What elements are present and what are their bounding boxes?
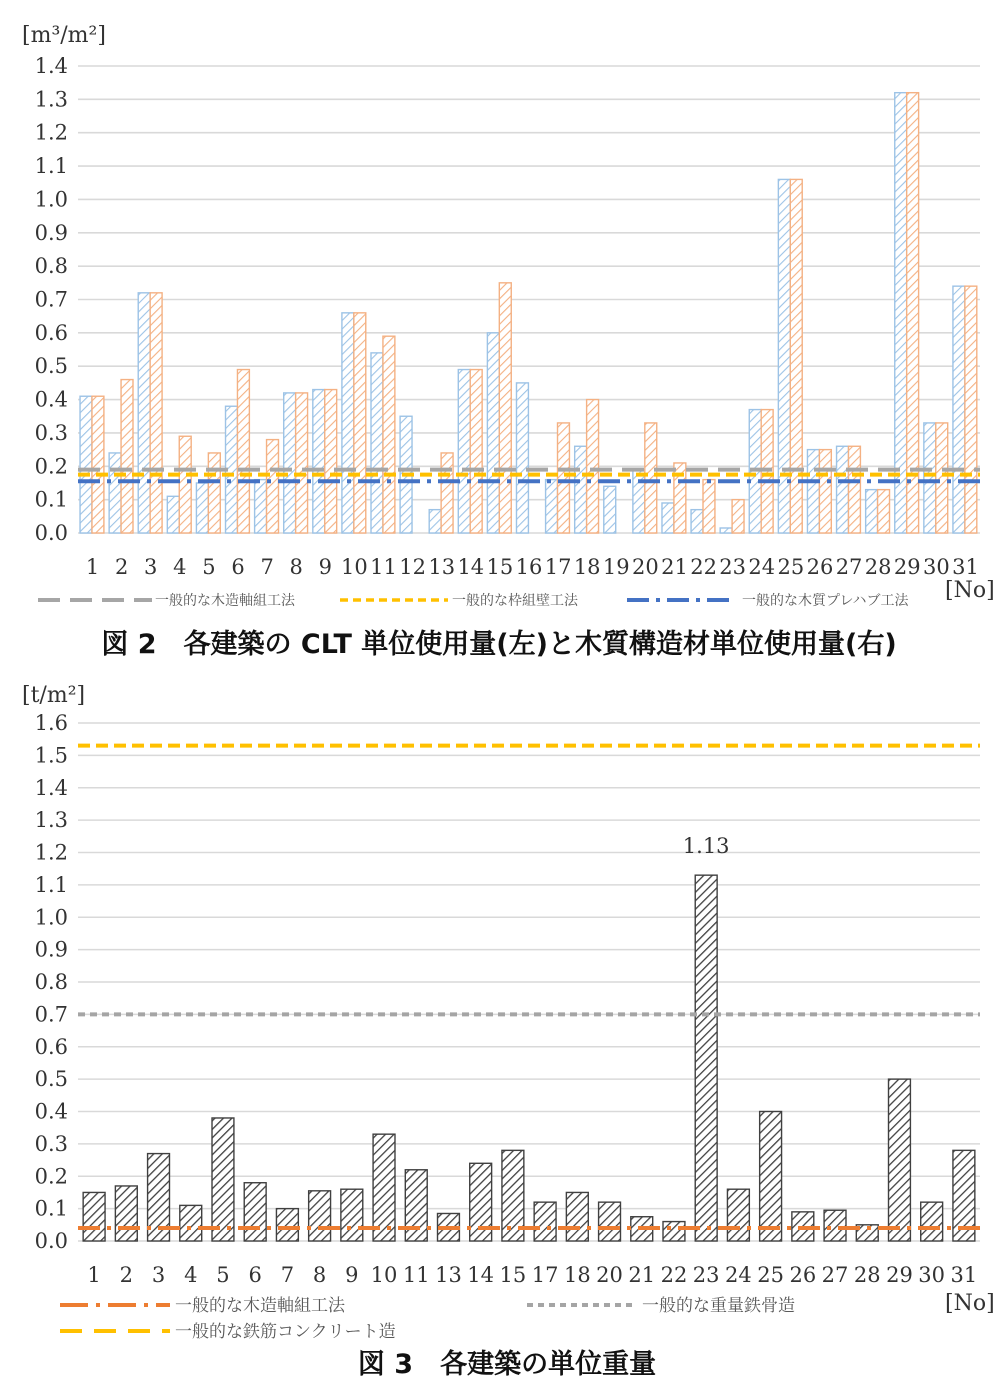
bar-10-s2	[354, 313, 366, 533]
x-tick-label: 15	[499, 1263, 527, 1287]
bar-28-s2	[878, 490, 890, 533]
bar-20-s2	[645, 423, 657, 533]
x-tick-label: 15	[486, 555, 514, 579]
y-tick-label: 1.0	[34, 905, 68, 930]
x-tick-label: 22	[690, 555, 717, 579]
y-tick-label: 1.4	[34, 54, 68, 78]
x-tick-label: 10	[341, 555, 368, 579]
chart1-ylabel: [m³/m²]	[22, 23, 106, 48]
y-tick-label: 0.2	[34, 1164, 68, 1189]
y-tick-label: 1.3	[34, 808, 68, 833]
bar-15-s1	[487, 333, 499, 533]
bar-24	[727, 1189, 749, 1241]
x-tick-label: 31	[952, 555, 979, 579]
x-tick-label: 11	[402, 1263, 430, 1287]
x-tick-label: 3	[151, 1263, 166, 1287]
legend1-label-wood-frame: 一般的な木造軸組工法	[155, 593, 295, 609]
bar-9-s1	[313, 390, 325, 533]
bar-28-s1	[866, 490, 878, 533]
x-tick-label: 13	[428, 555, 456, 579]
bar-7-s2	[267, 440, 279, 533]
bar-8-s1	[284, 393, 296, 533]
chart1-bars	[80, 93, 977, 533]
y-tick-label: 0.0	[34, 521, 68, 545]
bar-26-s2	[819, 450, 831, 533]
legend2-label-rc: 一般的な鉄筋コンクリート造	[175, 1322, 396, 1342]
bar-18-s1	[575, 446, 587, 533]
y-tick-label: 0.9	[34, 937, 68, 962]
bar-7	[276, 1209, 298, 1241]
legend2-label-wood-frame: 一般的な木造軸組工法	[175, 1296, 345, 1316]
x-tick-label: 4	[173, 555, 187, 579]
bar-23	[695, 875, 717, 1241]
bar-10	[373, 1134, 395, 1241]
bar-30-s2	[936, 423, 948, 533]
bar-13-s1	[429, 510, 441, 533]
bar-18	[566, 1192, 588, 1241]
chart-clt-usage	[22, 23, 995, 660]
bar-14-s1	[458, 370, 470, 533]
chart1-xlabel: [No]	[945, 578, 995, 603]
bar-6-s2	[237, 370, 249, 533]
x-tick-label: 8	[289, 555, 303, 579]
bar-8-s2	[296, 393, 308, 533]
y-tick-label: 0.1	[34, 1196, 68, 1221]
x-tick-label: 26	[789, 1263, 817, 1287]
x-tick-label: 21	[661, 555, 688, 579]
x-tick-label: 14	[467, 1263, 495, 1287]
chart2-ylabel: [t/m²]	[22, 683, 86, 708]
data-label: 1.13	[682, 834, 730, 859]
y-tick-label: 0.5	[34, 1067, 68, 1092]
y-tick-label: 1.5	[34, 743, 68, 768]
bar-31-s1	[953, 286, 965, 533]
x-tick-label: 27	[821, 1263, 849, 1287]
chart1-legend	[38, 592, 909, 609]
x-tick-label: 20	[596, 1263, 623, 1287]
y-tick-label: 1.2	[34, 120, 68, 145]
chart1-y-tick-labels	[35, 54, 68, 545]
bar-5	[212, 1118, 234, 1241]
y-tick-label: 0.7	[34, 1002, 68, 1027]
bar-4-s1	[167, 496, 179, 533]
bar-11-s1	[371, 353, 383, 533]
bar-13-s2	[441, 453, 453, 533]
bar-3-s2	[150, 293, 162, 533]
y-tick-label: 0.6	[34, 320, 68, 345]
bar-5-s1	[196, 483, 208, 533]
x-tick-label: 30	[918, 1263, 946, 1287]
y-tick-label: 0.9	[34, 220, 68, 245]
chart1-x-tick-labels	[86, 555, 979, 579]
bar-7-s1	[255, 480, 267, 533]
y-tick-label: 1.0	[34, 187, 68, 212]
y-tick-label: 0.2	[34, 454, 68, 479]
bar-11	[405, 1170, 427, 1241]
bar-31-s2	[965, 286, 977, 533]
bar-2-s1	[109, 453, 121, 533]
x-tick-label: 17	[531, 1263, 559, 1287]
bar-18-s2	[587, 400, 599, 533]
bar-29	[889, 1079, 911, 1241]
bar-27	[824, 1210, 846, 1241]
bar-23-s1	[720, 528, 732, 533]
y-tick-label: 1.1	[34, 872, 68, 897]
x-tick-label: 6	[248, 1263, 262, 1287]
bar-22-s1	[691, 510, 703, 533]
x-tick-label: 5	[202, 555, 216, 579]
x-tick-label: 9	[345, 1263, 359, 1287]
bar-1-s1	[80, 396, 92, 533]
x-tick-label: 17	[544, 555, 572, 579]
chart2-bars	[83, 875, 975, 1241]
y-tick-label: 1.3	[34, 87, 68, 112]
x-tick-label: 24	[725, 1263, 752, 1287]
chart-unit-weight	[22, 683, 995, 1380]
bar-22-s2	[703, 480, 715, 533]
y-tick-label: 1.2	[34, 840, 68, 865]
bar-29-s1	[895, 93, 907, 533]
x-tick-label: 7	[260, 555, 274, 579]
bar-4-s2	[179, 436, 191, 533]
x-tick-label: 6	[231, 555, 245, 579]
x-tick-label: 25	[777, 555, 805, 579]
x-tick-label: 5	[216, 1263, 230, 1287]
x-tick-label: 28	[864, 555, 892, 579]
bar-16-s1	[516, 383, 528, 533]
bar-2	[115, 1186, 137, 1241]
x-tick-label: 7	[280, 1263, 295, 1287]
bar-4	[180, 1205, 202, 1241]
bar-30-s1	[924, 423, 936, 533]
chart2-annotations	[683, 834, 730, 858]
y-tick-label: 0.4	[34, 1099, 68, 1124]
x-tick-label: 9	[318, 555, 333, 579]
x-tick-label: 20	[632, 555, 659, 579]
x-tick-label: 19	[602, 555, 630, 579]
y-tick-label: 1.6	[34, 711, 68, 735]
chart2-x-tick-labels	[87, 1263, 977, 1287]
x-tick-label: 21	[628, 1263, 656, 1287]
x-tick-label: 8	[312, 1263, 327, 1287]
chart2-y-tick-labels	[35, 711, 68, 1253]
x-tick-label: 10	[370, 1263, 398, 1287]
chart2-caption: 図 3 各建築の単位重量	[357, 1349, 657, 1380]
y-tick-label: 1.4	[34, 775, 68, 800]
x-tick-label: 23	[692, 1263, 720, 1287]
bar-20	[599, 1202, 621, 1241]
bar-21-s1	[662, 503, 674, 533]
y-tick-label: 0.3	[34, 420, 68, 445]
bar-17-s2	[558, 423, 570, 533]
x-tick-label: 4	[184, 1263, 198, 1287]
bar-27-s1	[837, 446, 849, 533]
x-tick-label: 25	[757, 1263, 784, 1287]
bar-29-s2	[907, 93, 919, 533]
chart1-caption: 図 2 各建築の CLT 単位使用量(左)と木質構造材単位使用量(右)	[101, 629, 897, 660]
x-tick-label: 18	[563, 1263, 591, 1287]
x-tick-label: 23	[719, 555, 747, 579]
bar-17	[534, 1202, 556, 1241]
bar-8	[309, 1191, 331, 1241]
bar-22	[663, 1222, 685, 1241]
y-tick-label: 0.5	[34, 354, 68, 379]
legend1-label-2x4: 一般的な枠組壁工法	[452, 593, 578, 609]
legend1-label-prefab: 一般的な木質プレハブ工法	[742, 593, 909, 609]
x-tick-label: 2	[119, 1263, 134, 1287]
chart2-xlabel: [No]	[945, 1291, 995, 1316]
x-tick-label: 16	[515, 555, 543, 579]
bar-2-s2	[121, 380, 133, 533]
x-tick-label: 11	[370, 555, 397, 579]
bar-6	[244, 1183, 266, 1241]
x-tick-label: 18	[573, 555, 601, 579]
bar-9	[341, 1189, 363, 1241]
y-tick-label: 0.8	[34, 970, 68, 994]
bar-17-s1	[546, 480, 558, 533]
bar-23-s2	[732, 500, 744, 533]
y-tick-label: 0.4	[34, 387, 68, 412]
bar-20-s1	[633, 470, 645, 533]
x-tick-label: 22	[660, 1263, 688, 1287]
bar-25	[760, 1112, 782, 1242]
x-tick-label: 30	[922, 555, 950, 579]
x-tick-label: 13	[435, 1263, 462, 1287]
x-tick-label: 2	[114, 555, 129, 579]
x-tick-label: 14	[457, 555, 485, 579]
y-tick-label: 0.7	[34, 287, 68, 312]
x-tick-label: 3	[144, 555, 158, 579]
bar-15-s2	[499, 283, 511, 533]
x-tick-label: 1	[87, 1263, 101, 1287]
y-tick-label: 0.3	[34, 1131, 68, 1156]
y-tick-label: 0.6	[34, 1034, 68, 1059]
bar-9-s2	[325, 390, 337, 533]
x-tick-label: 1	[85, 555, 100, 579]
x-tick-label: 24	[748, 555, 776, 579]
bar-14-s2	[470, 370, 482, 533]
x-tick-label: 27	[835, 555, 863, 579]
x-tick-label: 31	[950, 1263, 978, 1287]
bar-27-s2	[848, 446, 860, 533]
x-tick-label: 29	[893, 555, 921, 579]
bar-1-s2	[92, 396, 104, 533]
bar-30	[921, 1202, 943, 1241]
legend2-label-steel: 一般的な重量鉄骨造	[642, 1296, 795, 1316]
chart2-legend	[60, 1296, 795, 1342]
x-tick-label: 26	[806, 555, 834, 579]
bar-26-s1	[807, 450, 819, 533]
bar-19-s1	[604, 486, 616, 533]
y-tick-label: 0.0	[34, 1229, 68, 1253]
x-tick-label: 12	[399, 555, 426, 579]
bar-5-s2	[208, 453, 220, 533]
y-tick-label: 0.1	[34, 487, 68, 512]
bar-1	[83, 1192, 105, 1241]
bar-11-s2	[383, 336, 395, 533]
bar-10-s1	[342, 313, 354, 533]
x-tick-label: 29	[886, 1263, 913, 1287]
y-tick-label: 1.1	[34, 154, 68, 179]
bar-3-s1	[138, 293, 150, 533]
y-tick-label: 0.8	[34, 254, 68, 279]
x-tick-label: 28	[853, 1263, 881, 1287]
